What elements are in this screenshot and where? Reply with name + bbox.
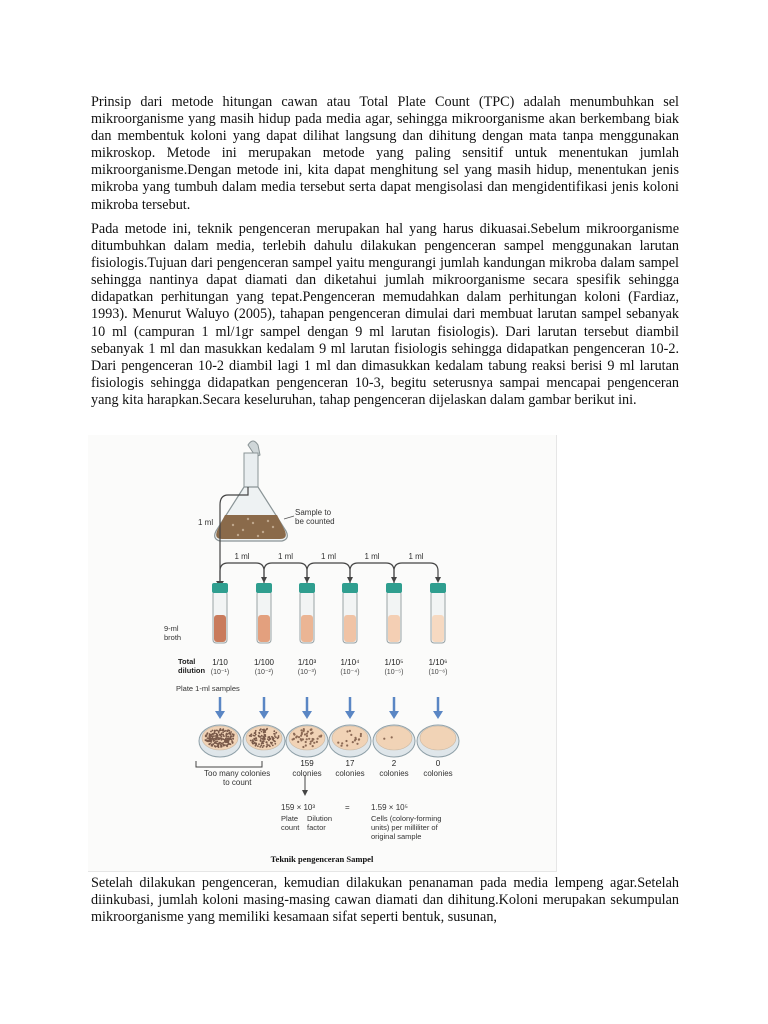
test-tube-1 <box>211 583 229 676</box>
agar-plate-3 <box>286 697 328 757</box>
dilution-factor-label-line1: Dilution <box>307 814 333 823</box>
colony-dot <box>260 740 262 742</box>
colony-dot <box>255 745 257 747</box>
flask-transfer-label: 1 ml <box>198 518 214 527</box>
transfer-arrowhead-5 <box>435 577 441 583</box>
cells-label-line1: Cells (colony-forming <box>371 814 442 823</box>
plating-arrowhead <box>259 711 269 719</box>
colony-dot <box>212 743 214 745</box>
colony-dot <box>220 738 222 740</box>
colony-dot <box>273 730 275 732</box>
dilution-label: 1/10⁶ <box>428 658 448 667</box>
tube-broth <box>432 615 444 642</box>
colony-dot <box>230 738 232 740</box>
colony-dot <box>220 728 222 730</box>
colony-dot <box>346 744 348 746</box>
colony-dot <box>306 733 308 735</box>
transfer-arc-5 <box>394 563 438 583</box>
colony-dot <box>230 733 232 735</box>
colony-count-5: 2 <box>391 759 397 768</box>
colony-dot <box>316 741 318 743</box>
colony-dot <box>354 737 356 739</box>
sample-flask <box>215 441 288 541</box>
colony-count-3: 159 <box>300 759 314 768</box>
plate-agar <box>420 726 456 750</box>
test-tube-6 <box>428 583 447 676</box>
colony-dot <box>301 733 303 735</box>
total-dilution-label-line1: Total <box>178 657 196 666</box>
transfer-label-4: 1 ml <box>364 552 380 561</box>
colony-dot <box>208 737 210 739</box>
colony-dot <box>311 732 313 734</box>
colony-dot <box>272 738 274 740</box>
plate-agar <box>376 726 412 750</box>
colony-dot <box>213 740 215 742</box>
colony-dot <box>217 741 219 743</box>
colony-dot <box>260 745 262 747</box>
cells-label-line2: units) per milliliter of <box>371 823 438 832</box>
flask-neck <box>244 453 258 487</box>
colony-dot <box>251 742 253 744</box>
colony-dot <box>228 743 230 745</box>
colony-dot <box>312 738 314 740</box>
colony-dot <box>207 737 209 739</box>
transfer-label-2: 1 ml <box>277 552 294 561</box>
colony-dot <box>268 740 270 742</box>
dilution-diagram <box>88 435 556 853</box>
plate-count-label-line2: count <box>281 823 300 832</box>
tube-broth <box>214 615 226 642</box>
broth-label-line2: broth <box>164 633 182 642</box>
colony-dot <box>214 735 216 737</box>
colony-dot <box>309 743 311 745</box>
colony-dot <box>216 743 218 745</box>
colony-dot <box>275 736 277 738</box>
colony-dot <box>352 741 354 743</box>
calc-equals: = <box>345 803 350 812</box>
dilution-exponent-label: (10⁻⁶) <box>428 669 448 676</box>
dilution-label: 1/10 <box>212 658 228 667</box>
colony-dot <box>206 739 208 741</box>
dilution-exponent-label: (10⁻⁵) <box>384 669 404 676</box>
colony-dot <box>213 735 215 737</box>
colony-dot <box>310 741 312 743</box>
test-tube-2 <box>254 583 275 676</box>
colony-dot <box>262 743 264 745</box>
colony-dot <box>266 728 268 730</box>
sample-pointer-line <box>284 516 294 519</box>
colony-dot <box>261 731 263 733</box>
transfer-arc-4 <box>350 563 394 583</box>
tube-cap <box>299 583 315 593</box>
colony-dot <box>312 745 314 747</box>
transfer-label-5: 1 ml <box>408 552 424 561</box>
colony-dot <box>304 733 306 735</box>
colony-dot <box>297 741 299 743</box>
colony-dot <box>220 744 222 746</box>
colony-dot <box>274 743 276 745</box>
test-tube-4 <box>340 583 360 676</box>
too-many-label-line1: Too many colonies <box>204 769 271 778</box>
colony-dot <box>345 740 347 742</box>
colony-dot <box>258 743 260 745</box>
colony-dot <box>349 730 351 732</box>
tube-broth <box>258 615 270 642</box>
colony-dot <box>206 733 208 735</box>
agar-plate-5 <box>373 697 415 757</box>
colony-dot <box>269 737 271 739</box>
colony-dot <box>266 743 268 745</box>
test-tube-3 <box>298 583 317 676</box>
plate-samples-label: Plate 1-ml samples <box>176 684 240 693</box>
colony-dot <box>307 731 309 733</box>
colony-dot <box>346 730 348 732</box>
tube-cap <box>430 583 446 593</box>
colony-dot <box>223 745 225 747</box>
colony-dot <box>219 742 221 744</box>
colony-dot <box>340 745 342 747</box>
colony-dot <box>300 729 302 731</box>
colony-dot <box>303 728 305 730</box>
colony-dot <box>227 736 229 738</box>
test-tube-5 <box>384 583 403 676</box>
transfer-label-1: 1 ml <box>234 552 250 561</box>
colony-dot <box>226 745 228 747</box>
colony-dot <box>341 742 343 744</box>
colony-dot <box>215 737 217 739</box>
colony-dot <box>306 735 308 737</box>
colony-dot <box>262 729 264 731</box>
colony-dot <box>255 743 257 745</box>
colony-dot <box>210 741 212 743</box>
tube-broth <box>388 615 400 642</box>
plating-arrowhead <box>345 711 355 719</box>
too-many-bracket <box>196 761 262 767</box>
colony-dot <box>221 729 223 731</box>
tube-cap <box>386 583 402 593</box>
colony-dot <box>320 735 322 737</box>
colonies-word-3: colonies <box>292 769 322 778</box>
broth-label-line1: 9-ml <box>164 624 179 633</box>
colony-dot <box>383 738 385 740</box>
colony-dot <box>266 741 268 743</box>
colony-dot <box>224 730 226 732</box>
colony-dot <box>293 734 295 736</box>
tube-cap <box>256 583 272 593</box>
dilution-exponent-label: (10⁻²) <box>254 669 274 676</box>
colonies-word-6: colonies <box>423 769 453 778</box>
plating-arrowhead <box>302 711 312 719</box>
colony-dot <box>209 734 211 736</box>
colony-dot <box>266 746 268 748</box>
cells-label-line3: original sample <box>371 832 422 841</box>
colony-dot <box>274 741 276 743</box>
colony-dot <box>222 731 224 733</box>
colony-dot <box>354 739 356 741</box>
colony-dot <box>295 736 297 738</box>
colony-dot <box>254 732 256 734</box>
total-dilution-label-line2: dilution <box>178 666 206 675</box>
colony-dot <box>260 728 262 730</box>
colony-dot <box>231 740 233 742</box>
figure-caption: Teknik pengenceran Sampel <box>270 854 374 864</box>
sample-label-line2: be counted <box>295 517 335 526</box>
colony-dot <box>224 739 226 741</box>
too-many-label-line2: to count <box>223 778 252 787</box>
colony-dot <box>222 742 224 744</box>
colony-dot <box>305 741 307 743</box>
tube-cap <box>212 583 228 593</box>
paragraph-plating: Setelah dilakukan pengenceran, kemudian dilakukan penanaman pada media lempeng agar.Setelah diinkubasi, jumlah koloni masing-masing cawan diamati dan dihitung.Koloni merupakan sekumpulan mikroorganisme yang memiliki kesamaan sifat seperti bentuk, susunan, <box>91 875 679 926</box>
colony-dot <box>275 732 277 734</box>
dilution-label: 1/100 <box>253 658 275 667</box>
colonies-word-5: colonies <box>379 769 409 778</box>
colony-dot <box>263 745 265 747</box>
colony-dot <box>358 738 360 740</box>
transfer-arc-1 <box>220 563 264 583</box>
colony-dot <box>265 730 267 732</box>
colony-dot <box>232 735 234 737</box>
colony-dot <box>221 732 223 734</box>
colony-dot <box>232 733 234 735</box>
colony-dot <box>212 730 214 732</box>
colony-dot <box>209 743 211 745</box>
colony-dot <box>268 744 270 746</box>
plate-count-label-line1: Plate <box>281 814 299 823</box>
dilution-figure <box>88 435 557 872</box>
transfer-arc-3 <box>307 563 350 583</box>
colony-dot <box>300 739 302 741</box>
colony-dot <box>272 745 274 747</box>
dilution-exponent-label: (10⁻¹) <box>210 669 230 676</box>
colony-dot <box>218 732 220 734</box>
colony-dot <box>262 737 264 739</box>
colony-dot <box>277 737 279 739</box>
colony-dot <box>212 733 214 735</box>
colony-dot <box>337 742 339 744</box>
colony-dot <box>218 746 220 748</box>
colony-dot <box>230 731 232 733</box>
colony-dot <box>255 737 257 739</box>
colony-dot <box>305 744 307 746</box>
colony-dot <box>214 745 216 747</box>
colony-dot <box>227 730 229 732</box>
agar-plate-4 <box>329 697 371 757</box>
colony-dot <box>232 738 234 740</box>
colony-dot <box>298 736 300 738</box>
colony-dot <box>249 735 251 737</box>
colony-dot <box>255 730 257 732</box>
colony-dot <box>223 735 225 737</box>
colony-dot <box>254 735 256 737</box>
transfer-arc-2 <box>264 563 307 583</box>
colony-dot <box>250 740 252 742</box>
colony-dot <box>262 739 264 741</box>
colony-dot <box>216 736 218 738</box>
colony-dot <box>220 734 222 736</box>
plating-arrowhead <box>215 711 225 719</box>
colony-dot <box>226 733 228 735</box>
dilution-exponent-label: (10⁻³) <box>297 669 317 676</box>
plating-arrowhead <box>433 711 443 719</box>
colony-dot <box>278 735 280 737</box>
agar-plate-6 <box>417 697 459 757</box>
tube-broth <box>301 615 313 642</box>
calc-down-arrowhead <box>302 790 308 796</box>
colony-dot <box>255 740 257 742</box>
tube-broth <box>344 615 356 642</box>
dilution-factor-label-line2: factor <box>307 823 326 832</box>
colony-dot <box>302 746 304 748</box>
colony-dot <box>356 743 358 745</box>
colony-dot <box>257 745 259 747</box>
colony-dot <box>261 741 263 743</box>
colony-dot <box>293 738 295 740</box>
dilution-exponent-label: (10⁻⁴) <box>340 669 360 676</box>
transfer-arrows <box>220 552 441 583</box>
colonies-word-4: colonies <box>335 769 365 778</box>
colony-dot <box>264 734 266 736</box>
colony-dot <box>231 735 233 737</box>
tube-cap <box>342 583 358 593</box>
plate-agar <box>332 726 368 750</box>
colony-dot <box>308 738 310 740</box>
agar-plate-2 <box>243 697 285 757</box>
plating-arrowhead <box>389 711 399 719</box>
colony-dot <box>391 736 393 738</box>
calc-result: 1.59 × 10⁵ <box>371 803 408 812</box>
colony-dot <box>252 735 254 737</box>
dilution-label: 1/10⁴ <box>340 658 360 667</box>
sample-label-line1: Sample to <box>295 508 332 517</box>
paragraph-dilution-technique: Pada metode ini, teknik pengenceran merupakan hal yang harus dikuasai.Sebelum mikroorganisme ditumbuhkan dalam media, terlebih dahulu dilakukan pengenceran sampel menggunakan larutan fisiologis.Tujuan dari pengenceran sampel yaitu mengurangi jumlah kandungan mikroba dalam sampel sehingga nantinya dapat diamati dan diketahui jumlah mikroorganisme secara spesifik sehingga didapatkan perhitungan yang tepat.Pengenceran memudahkan dalam perhitungan koloni (Fardiaz, 1993). Menurut Waluyo (2005), tahapan pengenceran dimulai dari membuat larutan sampel sebanyak 10 ml (campuran 1 ml/1gr sampel dengan 9 ml larutan fisiologis). Dari larutan tersebut diambil sebanyak 1 ml dan masukkan kedalam 9 ml larutan fisiologis sehingga didapatkan pengenceran 10-2. Dari pengenceran 10-2 diambil lagi 1 ml dan dimasukkan kedalam tabung reaksi berisi 9 ml larutan fisiologis sehingga didapatkan pengenceran 10-3, begitu seterusnya sampai mencapai pengenceran yang kita harapkan.Secara keseluruhan, tahap pengenceran dijelaskan dalam gambar berikut ini. <box>91 221 679 408</box>
test-tubes <box>211 583 448 676</box>
dilution-label: 1/10⁵ <box>384 658 404 667</box>
colony-dot <box>350 734 352 736</box>
colony-count-6: 0 <box>435 759 441 768</box>
transfer-label-3: 1 ml <box>320 552 337 561</box>
flask-sample-contents <box>216 515 286 539</box>
dilution-label: 1/10³ <box>297 658 317 667</box>
colony-dot <box>306 738 308 740</box>
colony-dot <box>217 744 219 746</box>
colony-dot <box>317 738 319 740</box>
colony-dot <box>271 743 273 745</box>
colony-dot <box>273 733 275 735</box>
colony-dot <box>310 728 312 730</box>
colony-dot <box>259 733 261 735</box>
agar-plates <box>199 697 459 778</box>
colony-dot <box>208 741 210 743</box>
agar-plate-1 <box>199 697 241 757</box>
colony-dot <box>271 736 273 738</box>
colony-dot <box>260 736 262 738</box>
colony-count-4: 17 <box>345 759 355 768</box>
colony-dot <box>214 730 216 732</box>
colony-dot <box>360 733 362 735</box>
colony-dot <box>226 735 228 737</box>
colony-dot <box>222 734 224 736</box>
colony-dot <box>360 735 362 737</box>
colony-dot <box>228 741 230 743</box>
colony-dot <box>210 731 212 733</box>
paragraph-tpc-principle: Prinsip dari metode hitungan cawan atau Total Plate Count (TPC) adalah menumbuhkan sel mikroorganisme yang masih hidup pada media agar, sehingga mikroorganisme akan berkembang biak dan membentuk koloni yang dapat dilihat langsung dan dihitung dengan mata tanpa menggunakan mikroskop. Metode ini merupakan metode yang paling sensitif untuk menentukan jumlah mikroorganisme.Dengan metode ini, kita dapat menghitung sel yang masih hidup, menentukan jenis mikroba yang tumbuh dalam media tersebut serta dapat mengisolasi dan mengidentifikasi jenis koloni mikroba tersebut. <box>91 94 679 213</box>
calc-plate-value: 159 × 10³ <box>281 803 316 812</box>
colony-dot <box>205 736 207 738</box>
colony-dot <box>260 738 262 740</box>
colony-dot <box>313 742 315 744</box>
